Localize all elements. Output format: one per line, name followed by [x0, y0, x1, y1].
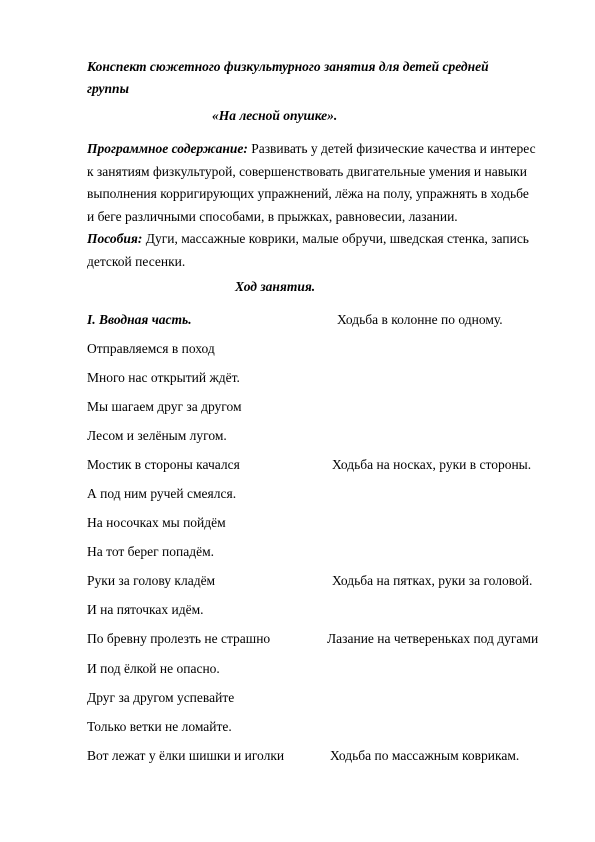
exercise-instruction: Ходьба по массажным коврикам. [330, 748, 520, 763]
verse-row [87, 341, 547, 359]
verse-row [87, 690, 547, 708]
verse-line: Много нас открытий ждёт. [87, 370, 240, 385]
document-subtitle: «На лесной опушке». [212, 108, 338, 123]
verse-row [87, 661, 547, 679]
exercise-instruction: Лазание на четвереньках под дугами [327, 631, 539, 646]
exercise-instruction: Ходьба на пятках, руки за головой. [332, 573, 533, 588]
verse-row [87, 602, 547, 620]
program-content-text: Развивать у детей физические качества и интерес к занятиям физкультурой, совершенствовать двигательные умения и навыки выполнения корригирующих упражнений, лёжа на полу, упражнять в ходьбе и беге различными способами, в прыжках, равновесии, лазании. [87, 141, 536, 224]
intro-label: I. Вводная часть. [87, 312, 192, 327]
verse-row [87, 515, 547, 533]
verse-line: И под ёлкой не опасно. [87, 661, 220, 676]
equipment-paragraph [87, 228, 537, 273]
document-title: Конспект сюжетного физкультурного занятия для детей средней группы [87, 59, 489, 96]
verse-row [87, 428, 547, 446]
verse-row [87, 748, 547, 766]
verse-row [87, 486, 547, 504]
verse-row [87, 457, 547, 475]
verse-line: По бревну пролезть не страшно [87, 631, 271, 646]
intro-action: Ходьба в колонне по одному. [337, 312, 503, 327]
exercise-instruction: Ходьба на носках, руки в стороны. [332, 457, 532, 472]
section-title: Ход занятия. [235, 279, 316, 294]
program-content-label: Программное содержание: [87, 141, 248, 156]
intro-row [87, 312, 547, 330]
equipment-text: Дуги, массажные коврики, малые обручи, шведская стенка, запись детской песенки. [87, 231, 529, 269]
verse-line: Отправляемся в поход [87, 341, 215, 356]
verse-row [87, 370, 547, 388]
verse-line: Мостик в стороны качался [87, 457, 240, 472]
verse-line: Только ветки не ломайте. [87, 719, 232, 734]
verse-line: Руки за голову кладём [87, 573, 216, 588]
verse-row [87, 544, 547, 562]
verse-row [87, 719, 547, 737]
equipment-label: Пособия: [87, 231, 143, 246]
verse-line: Друг за другом успевайте [87, 690, 235, 705]
verse-line: На тот берег попадём. [87, 544, 214, 559]
verse-line: Мы шагаем друг за другом [87, 399, 242, 414]
verse-row [87, 399, 547, 417]
verse-line: А под ним ручей смеялся. [87, 486, 237, 501]
verse-line: Вот лежат у ёлки шишки и иголки [87, 748, 285, 763]
verse-row [87, 573, 547, 591]
program-content-paragraph [87, 138, 537, 228]
verse-line: Лесом и зелёным лугом. [87, 428, 227, 443]
verse-row [87, 631, 547, 649]
verse-line: На носочках мы пойдём [87, 515, 226, 530]
verse-line: И на пяточках идём. [87, 602, 204, 617]
